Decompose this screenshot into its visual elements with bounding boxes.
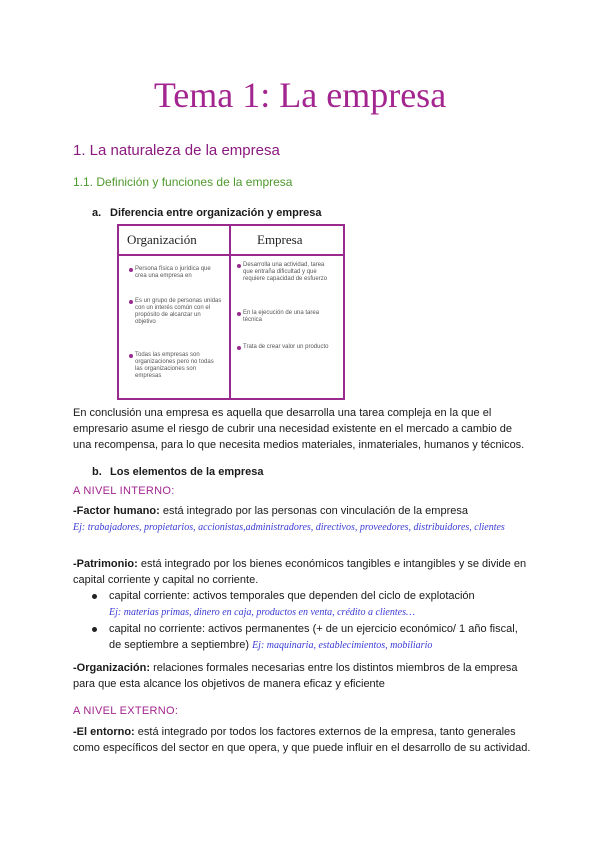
table-left-item: Todas las empresas son organizaciones pero no todas las organizaciones son empresas bbox=[135, 352, 223, 380]
bullet-icon bbox=[92, 627, 97, 632]
factor-humano-paragraph bbox=[73, 503, 533, 536]
entorno-label: -El entorno: bbox=[73, 726, 135, 738]
patrimonio-label: -Patrimonio: bbox=[73, 558, 138, 570]
organizacion-text: relaciones formales necesarias entre los distintos miembros de la empresa para que esta alcance los objetivos de manera eficaz y eficiente bbox=[73, 662, 518, 690]
nivel-interno-label: A NIVEL INTERNO: bbox=[73, 485, 175, 497]
organizacion-paragraph bbox=[73, 660, 533, 692]
capital-corriente-example: Ej: materias primas, dinero en caja, productos en venta, crédito a clientes… bbox=[109, 607, 415, 618]
bullet-icon bbox=[92, 594, 97, 599]
bullet-capital-no-corriente bbox=[92, 621, 532, 654]
table-right-item: Trata de crear valor un producto bbox=[243, 344, 335, 351]
patrimonio-paragraph bbox=[73, 556, 533, 588]
nivel-externo-label: A NIVEL EXTERNO: bbox=[73, 705, 179, 717]
page-title: Tema 1: La empresa bbox=[153, 75, 447, 115]
factor-humano-text: está integrado por las personas con vinculación de la empresa bbox=[159, 505, 468, 517]
factor-humano-label: -Factor humano: bbox=[73, 505, 160, 517]
bullet-capital-corriente bbox=[92, 588, 532, 621]
table-left-item: Persona física o jurídica que crea una empresa en bbox=[135, 266, 223, 280]
comparison-table bbox=[117, 224, 345, 400]
table-header-organizacion: Organización bbox=[127, 232, 197, 247]
subsection-a-marker: a. bbox=[92, 207, 102, 219]
section-heading-1-1: 1.1. Definición y funciones de la empresa bbox=[73, 175, 293, 189]
section-heading-1: 1. La naturaleza de la empresa bbox=[73, 142, 280, 159]
subsection-b-marker: b. bbox=[92, 466, 102, 478]
table-divider bbox=[229, 226, 231, 398]
table-header-empresa: Empresa bbox=[257, 232, 303, 247]
subsection-b-title: Los elementos de la empresa bbox=[110, 466, 264, 478]
table-right-item: En la ejecución de una tarea técnica bbox=[243, 310, 335, 324]
capital-corriente-text: capital corriente: activos temporales que dependen del ciclo de explotación bbox=[109, 590, 475, 602]
table-right-item: Desarrolla una actividad, tarea que entraña dificultad y que requiere capacidad de esfuerzo bbox=[243, 262, 335, 283]
table-left-item: Es un grupo de personas unidas con un interés común con el propósito de alcanzar un objetivo bbox=[135, 298, 223, 326]
factor-humano-example: Ej: trabajadores, propietarios, accionistas,administradores, directivos, proveedores, distribuidores, clientes bbox=[73, 522, 505, 533]
patrimonio-text: está integrado por los bienes económicos tangibles e intangibles y se divide en capital corriente y capital no corriente. bbox=[73, 558, 527, 586]
entorno-text: está integrado por todos los factores externos de la empresa, tanto generales como específicos del sector en que opera, y que puede influir en el desarrollo de su actividad. bbox=[73, 726, 531, 754]
capital-no-corriente-text: capital no corriente: activos permanentes (+ de un ejercicio económico/ 1 año fiscal, de septiembre a septiembre) bbox=[109, 623, 518, 651]
capital-no-corriente-example: Ej: maquinaria, establecimientos, mobiliario bbox=[252, 640, 433, 651]
table-header-line bbox=[119, 254, 343, 256]
subsection-a-title: Diferencia entre organización y empresa bbox=[110, 207, 322, 219]
conclusion-paragraph: En conclusión una empresa es aquella que desarrolla una tarea compleja en la que el empresario asume el riesgo de cubrir una necesidad existente en el mercado a cambio de una recompensa, para lo que necesita medios materiales, inmateriales, humanos y técnicos. bbox=[73, 407, 525, 451]
entorno-paragraph bbox=[73, 724, 533, 756]
organizacion-label: -Organización: bbox=[73, 662, 151, 674]
